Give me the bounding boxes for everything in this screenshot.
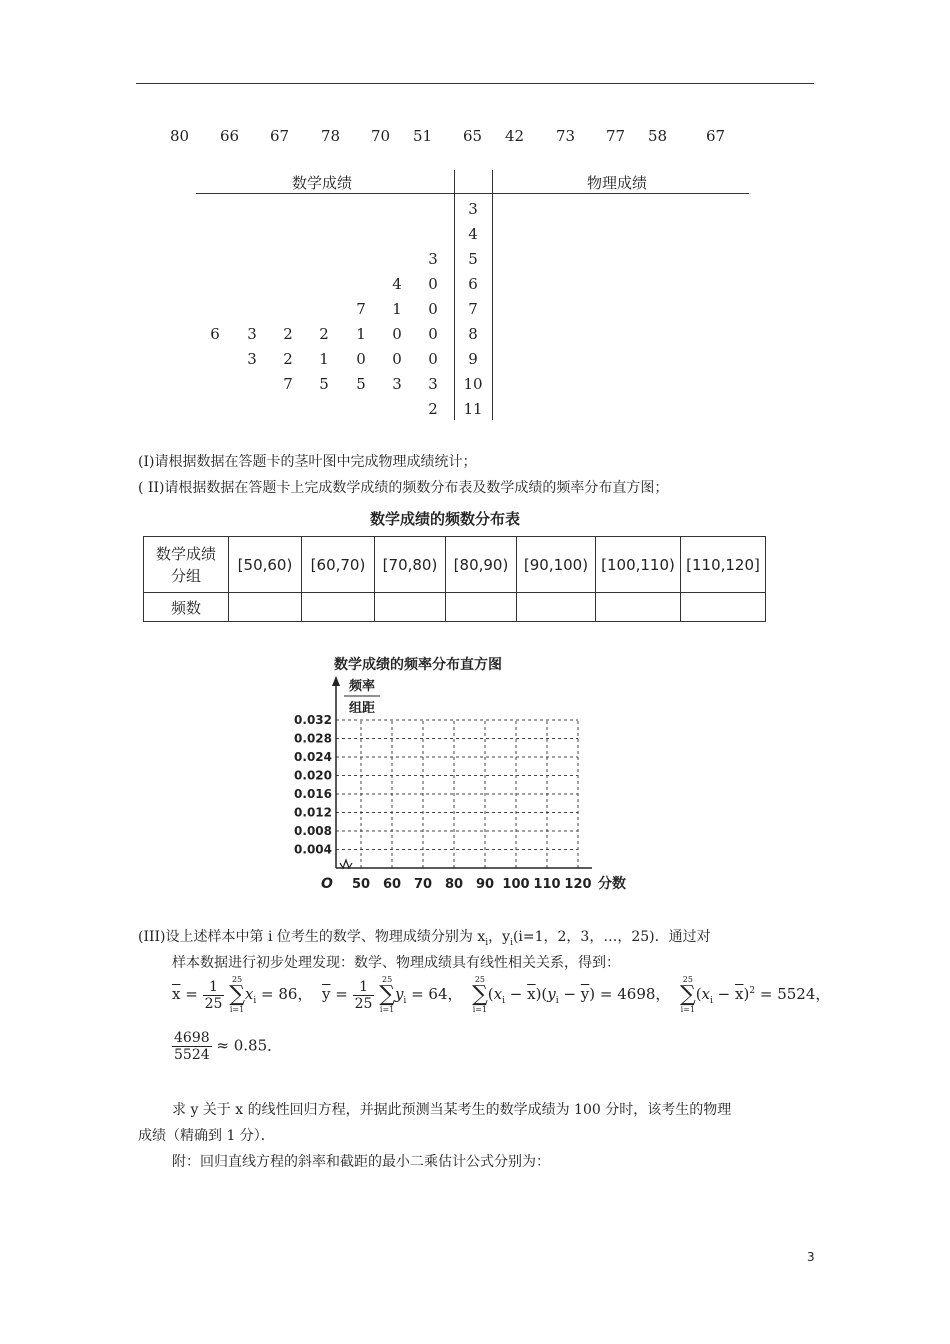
appendix: 附：回归直线方程的斜率和截距的最小二乘估计公式分别为： <box>172 1154 550 1170</box>
ratio-fraction <box>172 1030 212 1063</box>
top-number: 66 <box>220 127 240 145</box>
group-cell: [100,110) <box>596 537 681 593</box>
x-tick-label: 100 <box>502 877 530 892</box>
ybar-value: 64 <box>428 985 448 1003</box>
stem-value: 7 <box>468 300 478 318</box>
leaf-value: 1 <box>319 350 329 368</box>
stem-leaf-header-rule <box>196 193 749 194</box>
stem-value: 8 <box>468 325 478 343</box>
leaf-value: 6 <box>210 325 220 343</box>
sum-top: 25 <box>474 975 486 984</box>
y-tick-label: 0.004 <box>294 842 332 857</box>
leaf-value: 3 <box>247 350 257 368</box>
leaf-value: 0 <box>392 350 402 368</box>
x-axis-label: 分数 <box>598 876 626 892</box>
origin-label: O <box>321 876 333 892</box>
sum-bottom: i=1 <box>472 1005 488 1014</box>
y-tick-label: 0.008 <box>294 824 332 838</box>
sxy-value: 4698 <box>617 985 656 1003</box>
count-cell[interactable] <box>681 593 766 622</box>
leaf-value: 2 <box>428 400 438 418</box>
row-header-line1: 数学成绩 <box>155 544 216 563</box>
top-number: 80 <box>170 127 190 145</box>
top-number: 70 <box>371 127 391 145</box>
leaf-value: 0 <box>392 325 402 343</box>
ratio-line: $\frac{4698}{5524}$ ≈ 0.85． <box>174 1030 283 1063</box>
x-tick-label: 50 <box>351 877 371 892</box>
question-3-line2: 样本数据进行初步处理发现：数学、物理成绩具有线性相关关系，得到： <box>172 955 620 971</box>
stem-value: 9 <box>468 350 478 368</box>
top-number: 51 <box>413 127 433 145</box>
q3-part-a: (III)设上述样本中第 i 位考生的数学、物理成绩分别为 x <box>138 929 486 945</box>
leaf-value: 1 <box>356 325 366 343</box>
leaf-value: 0 <box>428 300 438 318</box>
y-tick-label: 0.032 <box>294 713 332 727</box>
leaf-value: 4 <box>392 275 402 293</box>
q3-part-c: (i=1，2，3，…，25)．通过对 <box>512 929 711 945</box>
top-number: 67 <box>706 127 726 145</box>
group-cell: [110,120] <box>681 537 766 593</box>
header-rule <box>136 83 814 84</box>
stem-value: 5 <box>468 250 478 268</box>
count-cell[interactable] <box>517 593 596 622</box>
frac-den: 25 <box>204 995 223 1012</box>
top-number: 58 <box>648 127 668 145</box>
leaf-value: 7 <box>283 375 293 393</box>
table-title: 数学成绩的频数分布表 <box>370 510 521 528</box>
leaf-value: 5 <box>319 375 329 393</box>
stem-leaf-right-header: 物理成绩 <box>587 174 648 192</box>
sum-bottom: i=1 <box>680 1005 695 1014</box>
leaf-value: 0 <box>428 275 438 293</box>
leaf-value: 0 <box>428 325 438 343</box>
q3-part-b: ，y <box>488 929 511 945</box>
sum-top: 25 <box>682 975 693 984</box>
x-tick-label: 70 <box>413 877 433 892</box>
sum-sign: 25 ∑ i=1 <box>472 975 488 1014</box>
leaf-value: 0 <box>356 350 366 368</box>
question-3-ask-line2: 成绩（精确到 1 分）． <box>138 1128 275 1144</box>
frac-den: 25 <box>354 995 373 1012</box>
sum-bottom: i=1 <box>229 1005 245 1014</box>
stem-value: 4 <box>468 225 478 243</box>
fraction <box>203 979 225 1012</box>
ratio-num: 4698 <box>174 1030 210 1046</box>
leaf-value: 7 <box>356 300 366 318</box>
stem-value: 11 <box>463 400 483 418</box>
y-tick-label: 0.024 <box>294 750 332 764</box>
leaf-value: 3 <box>428 375 438 393</box>
frequency-table <box>143 536 766 622</box>
axis-break <box>340 860 352 868</box>
sum-top: 25 <box>381 975 393 984</box>
count-cell[interactable] <box>596 593 681 622</box>
top-number: 67 <box>270 127 290 145</box>
group-cell: [60,70) <box>302 537 375 593</box>
y-tick-label: 0.012 <box>294 805 332 820</box>
ratio-value: 0.85 <box>233 1036 268 1055</box>
x-tick-label: 120 <box>564 877 592 892</box>
sum-bottom: i=1 <box>379 1005 395 1014</box>
group-cell: [70,80) <box>375 537 446 593</box>
stem-leaf-left-header: 数学成绩 <box>292 174 353 192</box>
stem-leaf-right-divider <box>492 170 493 420</box>
leaf-value: 2 <box>283 325 293 343</box>
frac-num: 1 <box>203 979 225 996</box>
stem-value: 10 <box>463 375 483 393</box>
top-number: 42 <box>505 127 525 145</box>
group-cell: [80,90) <box>446 537 517 593</box>
ratio-den: 5524 <box>174 1047 210 1063</box>
histogram-chart <box>280 672 660 904</box>
leaf-value: 0 <box>428 350 438 368</box>
leaf-value: 3 <box>428 250 438 268</box>
count-cell[interactable] <box>302 593 375 622</box>
top-number: 65 <box>463 127 483 145</box>
xbar-value: 86 <box>278 985 298 1003</box>
stem-value: 3 <box>468 200 478 218</box>
question-2: ( II)请根据数据在答题卡上完成数学成绩的频数分布表及数学成绩的频率分布直方图； <box>138 480 669 496</box>
y-axis-arrow <box>332 676 340 686</box>
leaf-value: 3 <box>247 325 257 343</box>
stem-value: 6 <box>468 275 478 293</box>
x-tick-label: 80 <box>444 877 464 892</box>
sum-top: 25 <box>231 975 243 984</box>
y-tick-label: 0.016 <box>294 787 332 801</box>
group-cell: [90,100) <box>517 537 596 593</box>
count-cell[interactable] <box>375 593 446 622</box>
leaf-value: 2 <box>319 325 329 343</box>
leaf-value: 2 <box>283 350 293 368</box>
x-tick-label: 90 <box>475 877 495 892</box>
y-axis-label-numerator: 频率 <box>348 679 376 694</box>
table-row-header <box>144 537 229 593</box>
count-cell[interactable] <box>229 593 302 622</box>
top-number: 77 <box>606 127 626 145</box>
count-cell[interactable] <box>446 593 517 622</box>
question-3-ask-line1: 求 y 关于 x 的线性回归方程，并据此预测当某考生的数学成绩为 100 分时，该考生的物理 <box>172 1102 732 1118</box>
group-cell: [50,60) <box>229 537 302 593</box>
top-number: 73 <box>556 127 576 145</box>
question-1: (I)请根据数据在答题卡的茎叶图中完成物理成绩统计； <box>138 454 477 470</box>
leaf-value: 5 <box>356 375 366 393</box>
stem-leaf-left-divider <box>454 170 455 420</box>
top-number: 78 <box>321 127 341 145</box>
x-tick-label: 110 <box>533 877 561 892</box>
x-tick-label: 60 <box>382 877 402 892</box>
question-3-line1: (III)设上述样本中第 i 位考生的数学、物理成绩分别为 $x_i$，$y_i(i=1$，2，3，…，25)．通过对 <box>138 929 711 948</box>
sum-sign: 25 ∑ i=1 <box>229 975 245 1014</box>
sum-sign: 25 ∑ i=1 <box>679 975 696 1014</box>
fraction <box>353 979 375 1012</box>
leaf-value: 1 <box>392 300 402 318</box>
y-tick-label: 0.020 <box>294 768 332 783</box>
sxx-value: 5524 <box>777 985 816 1003</box>
count-label: 频数 <box>144 593 229 622</box>
leaf-value: 3 <box>392 375 402 393</box>
y-axis-label-denominator: 组距 <box>348 701 376 716</box>
formula-line: $\overline{x}$ = $\frac{1}{25}$ 25 ∑ i=1 $x_i = 86$， $\overline{y}$ = $\frac{1}{25}$ 25 ∑ i=1 $y_i = 64$， 25 ∑ i=1 $(x_i - \overline{x})(y_i - \overline{y}) = 4698$， 25 ∑ i=1 $(x_i - \overline{x})^2 = 5524$， <box>172 975 831 1014</box>
row-header-line2: 分组 <box>170 566 201 585</box>
page-number: 3 <box>807 1250 815 1264</box>
y-tick-label: 0.028 <box>294 731 332 746</box>
histogram-title: 数学成绩的频率分布直方图 <box>334 657 502 673</box>
frac-num: 1 <box>353 979 375 996</box>
sum-sign: 25 ∑ i=1 <box>379 975 395 1014</box>
